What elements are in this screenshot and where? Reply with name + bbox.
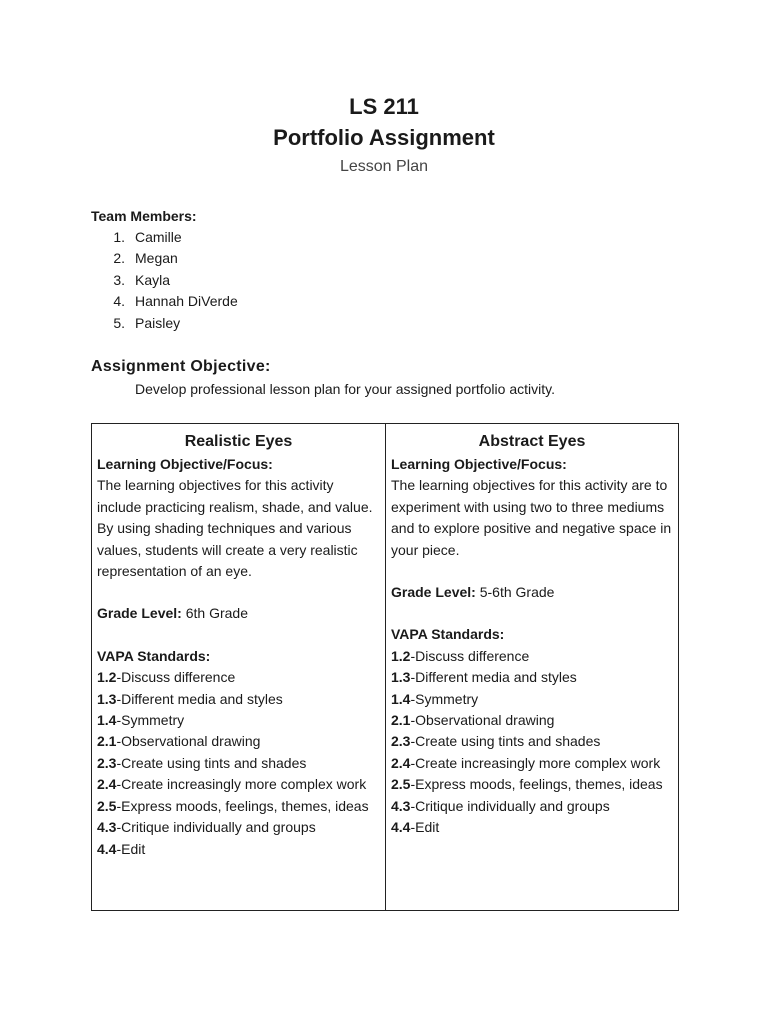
focus-text: The learning objectives for this activity are to experiment with using two to three mediums and to explore positive and negative space in your piece.: [391, 477, 672, 558]
list-number: 4.: [113, 293, 125, 310]
grade-label: Grade Level:: [391, 584, 476, 601]
standard-code: 4.4: [391, 819, 411, 836]
list-number: 3.: [113, 271, 125, 288]
team-members-list: [91, 227, 238, 334]
standards-label: VAPA Standards:: [97, 647, 211, 664]
standard-text: -Discuss difference: [116, 669, 236, 686]
standard-text: -Express moods, feelings, themes, ideas: [116, 797, 369, 814]
standard-text: -Critique individually and groups: [116, 819, 316, 836]
team-members-label: Team Members:: [91, 208, 197, 224]
standard-code: 2.5: [391, 776, 411, 793]
spacer: [97, 582, 380, 603]
page-subtitle: Lesson Plan: [339, 158, 429, 175]
member-name: Hannah DiVerde: [135, 293, 238, 310]
standard-text: -Observational drawing: [410, 712, 555, 729]
standard-item: [391, 796, 673, 817]
standard-text: -Different media and styles: [116, 690, 283, 707]
standard-code: 1.3: [391, 669, 411, 686]
title-block: [0, 92, 768, 180]
page-title: Portfolio Assignment: [273, 125, 495, 150]
grade-level: [391, 582, 673, 603]
standard-code: 2.1: [391, 712, 411, 729]
course-title: LS 211: [349, 94, 419, 119]
standard-text: -Symmetry: [116, 712, 185, 729]
column-title: Realistic Eyes: [184, 433, 293, 450]
standard-code: 1.4: [391, 690, 411, 707]
standard-item: [391, 689, 673, 710]
grade-value: 6th Grade: [181, 605, 248, 622]
standard-code: 4.3: [391, 797, 411, 814]
list-number: 1.: [113, 229, 125, 245]
standard-item: [97, 817, 380, 838]
list-number: 2.: [113, 250, 125, 267]
lesson-plan-table: [91, 423, 679, 911]
focus-text: The learning objectives for this activity include practicing realism, shade, and value. By using shading techniques and various values, students will create a very realistic representation of an eye.: [97, 477, 373, 580]
standard-code: 2.3: [391, 733, 411, 750]
standard-code: 1.2: [97, 669, 117, 686]
standard-code: 2.1: [97, 733, 117, 750]
standard-item: [391, 667, 673, 688]
list-item: [91, 313, 238, 334]
standard-item: [97, 710, 380, 731]
grade-level: [97, 603, 380, 624]
standard-item: [97, 796, 380, 817]
member-name: Camille: [135, 229, 182, 245]
abstract-eyes-column: [386, 424, 678, 910]
standard-code: 2.4: [391, 754, 411, 771]
standard-item: [97, 667, 380, 688]
grade-label: Grade Level:: [97, 605, 182, 622]
standard-text: -Create using tints and shades: [410, 733, 601, 750]
standard-item: [97, 731, 380, 752]
member-name: Megan: [135, 250, 178, 267]
standard-item: [97, 753, 380, 774]
standard-item: [391, 774, 673, 795]
objective-text: Develop professional lesson plan for your assigned portfolio activity.: [135, 381, 555, 397]
list-item: [91, 291, 238, 312]
list-item: [91, 227, 238, 248]
standard-item: [391, 646, 673, 667]
standard-item: [97, 689, 380, 710]
spacer: [391, 603, 673, 624]
standard-item: [391, 710, 673, 731]
standards-label: VAPA Standards:: [391, 626, 505, 643]
standard-text: -Create increasingly more complex work: [116, 776, 367, 793]
member-name: Paisley: [135, 314, 181, 331]
standard-text: -Observational drawing: [116, 733, 261, 750]
standard-text: -Edit: [410, 819, 440, 836]
grade-value: 5-6th Grade: [475, 584, 555, 601]
standard-code: 2.3: [97, 754, 117, 771]
standard-text: -Symmetry: [410, 690, 479, 707]
standard-text: -Discuss difference: [410, 647, 530, 664]
standard-code: 1.4: [97, 712, 117, 729]
standard-code: 2.4: [97, 776, 117, 793]
standard-item: [391, 753, 673, 774]
column-title: Abstract Eyes: [478, 433, 586, 450]
realistic-eyes-column: [92, 424, 386, 910]
objective-heading: Assignment Objective:: [91, 358, 271, 375]
standard-text: -Create using tints and shades: [116, 754, 307, 771]
standard-code: 2.5: [97, 797, 117, 814]
standard-text: -Create increasingly more complex work: [410, 754, 661, 771]
standard-item: [97, 774, 380, 795]
list-number: 5.: [113, 314, 125, 331]
standard-code: 4.3: [97, 819, 117, 836]
spacer: [391, 561, 673, 582]
standard-text: -Edit: [116, 840, 146, 857]
focus-label: Learning Objective/Focus:: [391, 456, 567, 472]
list-item: [91, 270, 238, 291]
focus-label: Learning Objective/Focus:: [97, 456, 273, 472]
standard-text: -Critique individually and groups: [410, 797, 610, 814]
standard-item: [391, 731, 673, 752]
standard-item: [391, 817, 673, 838]
standard-item: [97, 839, 380, 860]
member-name: Kayla: [135, 271, 171, 288]
standard-code: 1.2: [391, 647, 411, 664]
spacer: [97, 625, 380, 646]
standard-code: 1.3: [97, 690, 117, 707]
list-item: [91, 248, 238, 269]
standard-code: 4.4: [97, 840, 117, 857]
standard-text: -Express moods, feelings, themes, ideas: [410, 776, 663, 793]
standard-text: -Different media and styles: [410, 669, 577, 686]
